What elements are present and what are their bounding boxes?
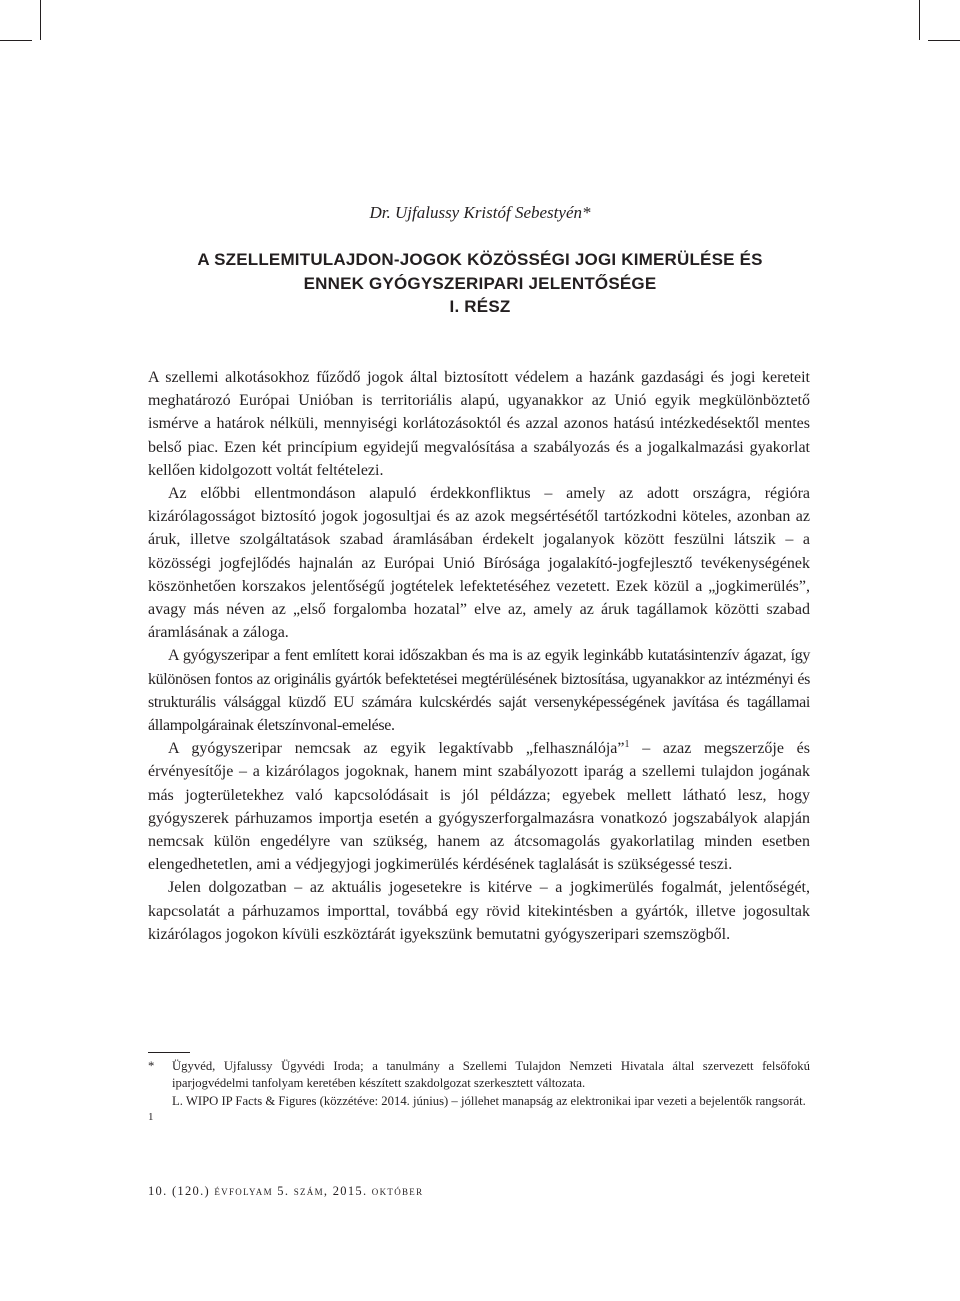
footnote-text: Ügyvéd, Ujfalussy Ügyvédi Iroda; a tanulmány a Szellemi Tulajdon Nemzeti Hivatala által szervezett felsőfokú iparjogvédelmi tanfolyam keretében készített szakdolgozat szerkesztett változata.	[172, 1059, 810, 1091]
paragraph-5: Jelen dolgozatban – az aktuális jogesetekre is kitérve – a jogkimerülés fogalmát, jelentőségét, kapcsolatát a párhuzamos importtal, továbbá egy rövid kitekintésben a gyártók, illetve jogosultak kizárólagos jogokon kívüli eszköztárát igyekszünk bemutatni gyógyszeripari szemszögből.	[148, 879, 810, 943]
paragraph-4	[148, 737, 810, 876]
crop-mark-right-horizontal	[928, 40, 960, 41]
title-line-3: I. RÉSZ	[449, 297, 511, 316]
title-line-1: A SZELLEMITULAJDON-JOGOK KÖZÖSSÉGI JOGI KIMERÜLÉSE ÉS	[197, 250, 763, 269]
footnote-mark: *	[148, 1059, 155, 1073]
paragraph-4-start: A gyógyszeripar nemcsak az egyik legaktívabb „felhasználója”	[168, 740, 625, 758]
footnote-1	[148, 1093, 810, 1123]
crop-mark-left-vertical	[40, 0, 41, 40]
article-title	[140, 248, 820, 319]
author-line: Dr. Ujfalussy Kristóf Sebestyén*	[369, 203, 591, 222]
title-line-2: ENNEK GYÓGYSZERIPARI JELENTŐSÉGE	[303, 273, 657, 293]
article-body	[148, 366, 810, 946]
crop-mark-left-horizontal	[0, 40, 32, 41]
footnotes	[148, 1058, 810, 1123]
paragraph-1: A szellemi alkotásokhoz fűződő jogok által biztosított védelem a hazánk gazdasági és jogi kereteit meghatározó Európai Unióban is territoriális alapú, ugyanakkor az Unió egyik megkülönböztető ismérve a határok nélküli, mennyiségi korlátozásoktól és azzal azonos hatású intézkedésektől mentes belső piac. Ezen két princípium egyidejű megvalósítása a szabályozás és a jogalkalmazási gyakorlat kellően kidolgozott voltát feltételezi.	[148, 369, 810, 479]
footnote-ref-1: 1	[624, 739, 630, 751]
paragraph-2: Az előbbi ellentmondáson alapuló érdekkonfliktus – amely az adott országra, régióra kizárólagosságot biztosító jogok jogosultjai és az azok megsértésétől tartózkodni köteles, azonban az áruk, illetve szolgáltatások szabad áramlásában érdekelt jogalanyok között feszülni látszik – a közösségi jogfejlődés hajnalán az Európai Unió Bírósága jogalakító-jogfejlesztő tevékenységének köszönhetően korszakos jelentőségű jogtételek lefektetéséhez vezetett. Ezek közül a „jogkimerülés”, avagy más néven az „első forgalomba hozatal” elve az, amely az áruk tagállamok közötti szabad áramlásának a záloga.	[148, 485, 810, 642]
footnote-mark: 1	[148, 1110, 154, 1123]
crop-mark-right-vertical	[919, 0, 920, 40]
footnote-text: L. WIPO IP Facts & Figures (közzétéve: 2014. június) – jóllehet manapság az elektronikai ipar vezeti a bejelentők rangsorát.	[172, 1093, 806, 1108]
footnote-rule	[148, 1052, 190, 1053]
footnote-star	[148, 1058, 810, 1093]
paragraph-4-rest: – azaz megszerzője és érvényesítője – a kizárólagos jogoknak, hanem mint szabályozott iparág a szellemi tulajdon jogának más jogterületekhez való kapcsolódásait is jól példázza; egyebek mellett látható lesz, hogy gyógyszerek párhuzamos importja esetén a gyógyszerforgalmazásra vonatkozó jogszabályok alapján nemcsak külön engedélyre van szükség, hanem az átcsomagolás gyakorlatilag minden esetben elengedhetetlen, ami a védjegyjogi jogkimerülés kérdésének taglalását is szükségessé teszi.	[148, 740, 810, 874]
issue-footer: 10. (120.) évfolyam 5. szám, 2015. október	[148, 1184, 424, 1198]
paragraph-3: A gyógyszeripar a fent említett korai időszakban és ma is az egyik leginkább kutatásintenzív ágazat, így különösen fontos az originális gyártók befektetései megtérülésének biztosítása, ugyanakkor az intézményi és strukturális válsággal küzdő EU számára kulcskérdés saját versenyképességének javítása és tagállamai állampolgárainak életszínvonal-emelése.	[148, 647, 810, 735]
